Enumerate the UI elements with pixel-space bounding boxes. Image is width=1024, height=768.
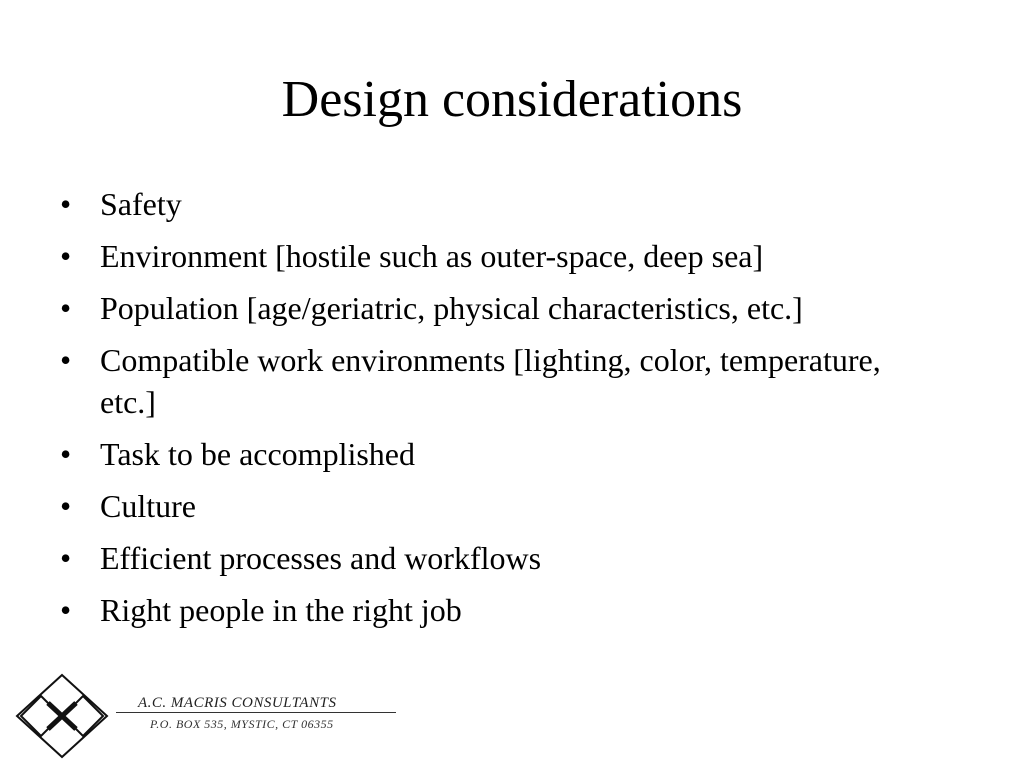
footer-divider bbox=[116, 712, 396, 713]
bullet-item-task bbox=[60, 433, 940, 475]
bullet-item-work-environments bbox=[60, 339, 940, 423]
bullet-text: Population [age/geriatric, physical characteristics, etc.] bbox=[100, 290, 803, 326]
bullet-icon: • bbox=[60, 540, 72, 576]
bullet-text: Culture bbox=[100, 488, 196, 524]
bullet-item-environment bbox=[60, 235, 940, 277]
bullet-text: Environment [hostile such as outer-space, deep sea] bbox=[100, 238, 764, 274]
bullet-item-population bbox=[60, 287, 940, 329]
bullet-icon: • bbox=[60, 488, 72, 524]
bullet-list bbox=[60, 183, 940, 673]
bullet-icon: • bbox=[60, 238, 72, 274]
diamond-x-logo-icon bbox=[14, 672, 110, 760]
bullet-icon: • bbox=[60, 436, 72, 472]
bullet-text: Safety bbox=[100, 186, 182, 222]
bullet-text: Efficient processes and workflows bbox=[100, 540, 542, 576]
bullet-item-safety bbox=[60, 183, 940, 225]
slide-title: Design considerations bbox=[281, 71, 743, 128]
bullet-item-right-people bbox=[60, 589, 940, 631]
bullet-text: Compatible work environments [lighting, color, temperature, etc.] bbox=[100, 342, 881, 420]
footer-company-name: A.C. MACRIS CONSULTANTS bbox=[138, 695, 337, 711]
bullet-icon: • bbox=[60, 186, 72, 222]
footer-address: P.O. BOX 535, MYSTIC, CT 06355 bbox=[150, 717, 334, 731]
bullet-item-culture bbox=[60, 485, 940, 527]
bullet-icon: • bbox=[60, 592, 72, 628]
bullet-text: Right people in the right job bbox=[100, 592, 462, 628]
bullet-icon: • bbox=[60, 342, 72, 378]
bullet-item-processes bbox=[60, 537, 940, 579]
bullet-text: Task to be accomplished bbox=[100, 436, 415, 472]
bullet-icon: • bbox=[60, 290, 72, 326]
